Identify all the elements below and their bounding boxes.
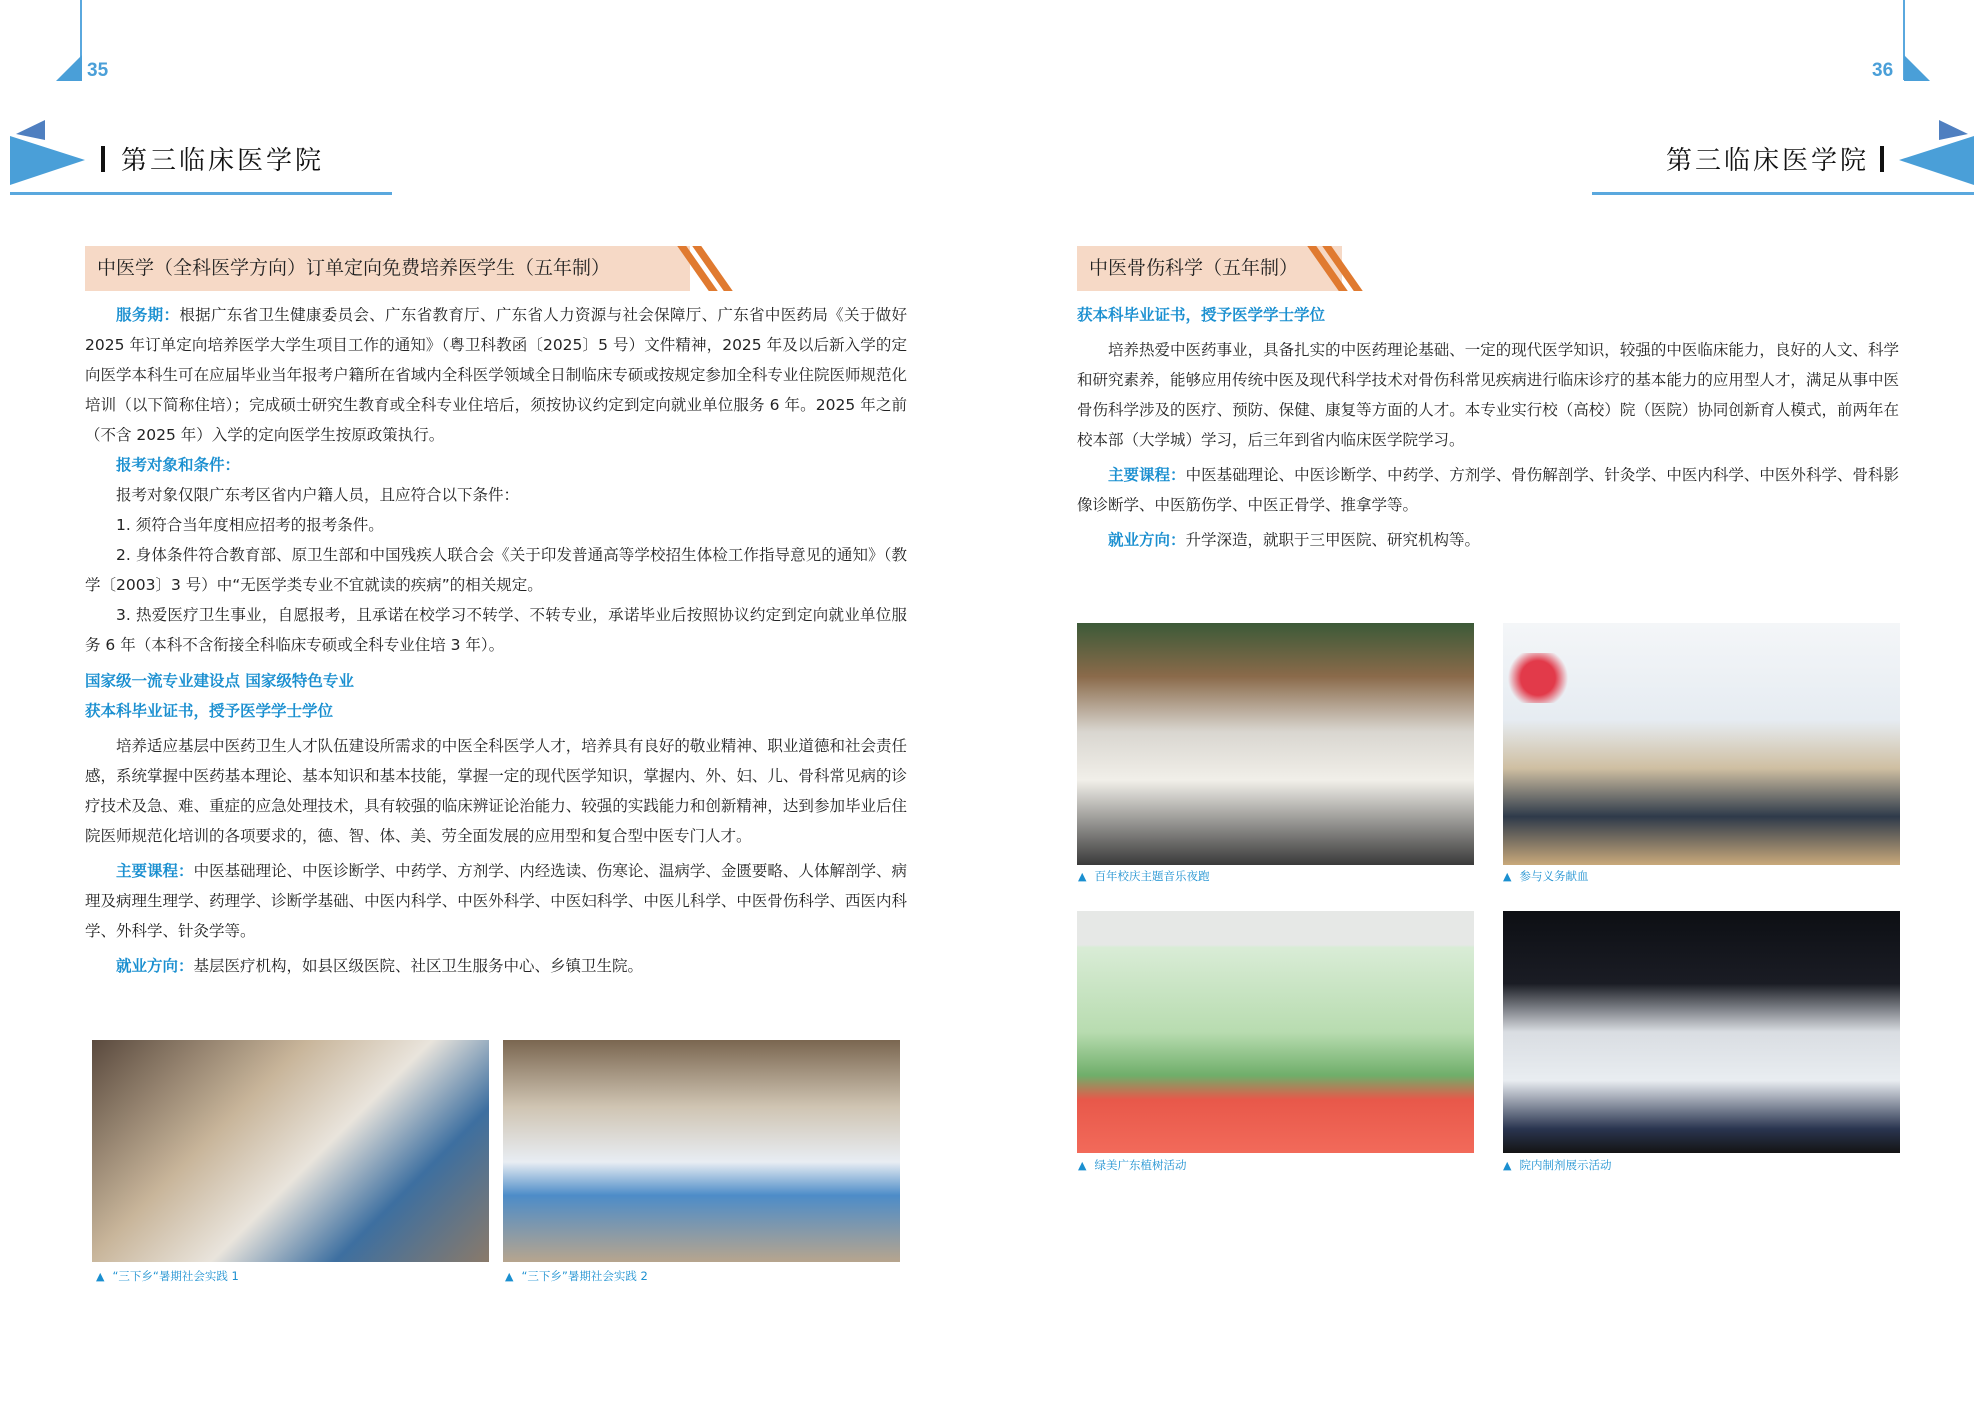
career-text: 基层医疗机构，如县区级医院、社区卫生服务中心、乡镇卫生院。 (193, 957, 644, 975)
triangle-icon: ▲ (1503, 1159, 1512, 1172)
photo-tree-planting (1077, 911, 1474, 1153)
photo-banner (1503, 653, 1573, 703)
section-title: 中医学（全科医学方向）订单定向免费培养医学生（五年制） (85, 246, 690, 291)
header-arrow-icon (8, 118, 88, 190)
courses-text: 中医基础理论、中医诊断学、中药学、方剂学、骨伤解剖学、针灸学、中医内科学、中医外科学、骨科影像诊断学、中医筋伤学、中医正骨学、推拿学等。 (1077, 466, 1899, 514)
right-body (1077, 300, 1899, 555)
caption-text: 百年校庆主题音乐夜跑 (1094, 869, 1210, 883)
triangle-icon: ▲ (1078, 870, 1087, 883)
highlight-national: 国家级一流专业建设点 国家级特色专业 (85, 672, 354, 690)
eligibility-label: 报考对象和条件： (116, 456, 241, 474)
page-corner-triangle (1904, 55, 1930, 81)
photo-caption (505, 1268, 648, 1284)
photo-caption (1503, 868, 1588, 884)
service-paragraph (85, 300, 907, 450)
section-title: 中医骨伤科学（五年制） (1077, 246, 1342, 291)
career-text: 升学深造，就职于三甲医院、研究机构等。 (1185, 531, 1481, 549)
courses-paragraph (1077, 460, 1899, 520)
courses-label: 主要课程： (116, 862, 194, 880)
header-underline (10, 192, 392, 195)
page-number: 36 (1872, 60, 1894, 81)
photo-caption (96, 1268, 239, 1284)
caption-text: 绿美广东植树活动 (1094, 1158, 1187, 1172)
eligibility-intro: 报考对象仅限广东考区省内户籍人员，且应符合以下条件： (116, 486, 520, 504)
caption-text: 参与义务献血 (1519, 869, 1589, 883)
triangle-icon: ▲ (505, 1270, 514, 1283)
service-label: 服务期： (116, 306, 180, 324)
caption-text: “三下乡”暑期社会实践 2 (521, 1269, 648, 1283)
photo-blood-donation (1503, 623, 1900, 865)
eligibility-item: 2. 身体条件符合教育部、原卫生部和中国残疾人联合会《关于印发普通高等学校招生体检工作指导意见的通知》（教学〔2003〕3 号）中“无医学类专业不宜就读的疾病”的相关规定。 (85, 546, 907, 594)
photo-caption (1078, 868, 1209, 884)
photo-caption (1503, 1157, 1611, 1173)
header-bar (1880, 146, 1884, 172)
highlight-degree: 获本科毕业证书，授予医学学士学位 (1077, 306, 1326, 324)
photo-social-practice-1 (92, 1040, 489, 1262)
caption-text: 院内制剂展示活动 (1519, 1158, 1612, 1172)
description: 培养适应基层中医药卫生人才队伍建设所需求的中医全科医学人才，培养具有良好的敬业精神、职业道德和社会责任感，系统掌握中医药基本理论、基本知识和基本技能，掌握一定的现代医学知识，掌握内、外、妇、儿、骨科常见病的诊疗技术及急、难、重症的应急处理技术，具有较强的临床辨证论治能力、较强的实践能力和创新精神，达到参加毕业后住院医师规范化培训的各项要求的，德、智、体、美、劳全面发展的应用型和复合型中医专门人才。 (85, 737, 907, 845)
photo-night-run (1077, 623, 1474, 865)
header-bar (101, 146, 105, 172)
highlight-degree: 获本科毕业证书，授予医学学士学位 (85, 702, 334, 720)
career-label: 就业方向： (1108, 531, 1186, 549)
header-arrow-icon (1896, 118, 1976, 190)
header-underline (1592, 192, 1974, 195)
description: 培养热爱中医药事业，具备扎实的中医药理论基础、一定的现代医学知识，较强的中医临床能力，良好的人文、科学和研究素养，能够应用传统中医及现代科学技术对骨伤科常见疾病进行临床诊疗的基本能力的应用型人才，满足从事中医骨伤科学涉及的医疗、预防、保健、康复等方面的人才。本专业实行校（高校）院（医院）协同创新育人模式，前两年在校本部（大学城）学习，后三年到省内临床医学院学习。 (1077, 341, 1899, 449)
courses-paragraph (85, 856, 907, 946)
triangle-icon: ▲ (96, 1270, 105, 1283)
caption-text: “三下乡“暑期社会实践 1 (112, 1269, 239, 1283)
page-header-title: 第三临床医学院 (1666, 146, 1870, 176)
photo-social-practice-2 (503, 1040, 900, 1262)
photo-caption (1078, 1157, 1186, 1173)
courses-text: 中医基础理论、中医诊断学、中药学、方剂学、内经选读、伤寒论、温病学、金匮要略、人体解剖学、病理及病理生理学、药理学、诊断学基础、中医内科学、中医外科学、中医妇科学、中医儿科学、中医骨伤科学、西医内科学、外科学、针灸学等。 (85, 862, 907, 940)
career-paragraph (1077, 525, 1899, 555)
left-body (85, 300, 907, 981)
triangle-icon: ▲ (1078, 1159, 1087, 1172)
career-label: 就业方向： (116, 957, 194, 975)
triangle-icon: ▲ (1503, 870, 1512, 883)
page-corner-triangle (56, 55, 82, 81)
page-header-title: 第三临床医学院 (121, 146, 325, 176)
service-text: 根据广东省卫生健康委员会、广东省教育厅、广东省人力资源与社会保障厅、广东省中医药局《关于做好 2025 年订单定向培养医学大学生项目工作的通知》（粤卫科教函〔2025〕5 号）文件精神，2025 年及以后新入学的定向医学本科生可在应届毕业当年报考户籍所在省域内全科医学领域全日制临床专硕或按规定参加全科专业住院医师规范化培训（以下简称住培）；完成硕士研究生教育或全科专业住培后，须按协议约定到定向就业单位服务 6 年。2025 年之前（不含 2025 年）入学的定向医学生按原政策执行。 (85, 306, 907, 444)
page-number: 35 (87, 60, 109, 81)
courses-label: 主要课程： (1108, 466, 1186, 484)
photo-formulation-exhibition (1503, 911, 1900, 1153)
eligibility-item: 3. 热爱医疗卫生事业，自愿报考，且承诺在校学习不转学、不转专业，承诺毕业后按照协议约定到定向就业单位服务 6 年（本科不含衔接全科临床专硕或全科专业住培 3 年）。 (85, 606, 907, 654)
career-paragraph (85, 951, 907, 981)
eligibility-item: 1. 须符合当年度相应招考的报考条件。 (116, 516, 384, 534)
